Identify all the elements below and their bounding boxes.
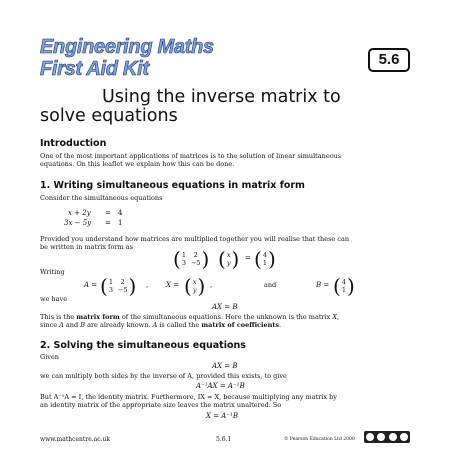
section-2-heading: 2. Solving the simultaneous equations (40, 340, 246, 351)
provided-line-2: be written in matrix form as (40, 243, 133, 251)
matrix-form-term: matrix form (76, 313, 120, 321)
introduction-line-2: equations. On this leaflet we explain how this can be done. (40, 160, 235, 168)
X-label: X = (166, 281, 180, 289)
matrix-B: ( 4 1 ) (333, 274, 355, 298)
rhs-vector: ( 4 1 ) (254, 247, 276, 271)
result-equation: X = A⁻¹B (206, 412, 238, 420)
matrix-equals: = (245, 254, 251, 262)
introduction-heading: Introduction (40, 138, 107, 149)
brand-logo (40, 36, 214, 80)
section-1-heading: 1. Writing simultaneous equations in matrix form (40, 180, 305, 191)
title-line-1: Using the inverse matrix to (102, 87, 341, 107)
we-have-text: we have (40, 295, 68, 303)
separator-comma-2: , (210, 281, 213, 289)
equation-2-lhs: 3x − 5y (64, 219, 92, 227)
section-2-ax-equals-b: AX = B (212, 362, 238, 370)
matrix-form-line-2: since A and B are already known. A is called the matrix of coefficients. (40, 321, 282, 329)
variable-vector: ( x y ) (218, 247, 240, 271)
equation-2-rhs: 1 (118, 219, 123, 227)
equation-1-lhs: x + 2y (68, 209, 91, 217)
equation-1-rhs: 4 (118, 209, 123, 217)
coefficient-matrix: ( 1 2 3 −5 ) (173, 247, 210, 271)
separator-comma-1: , (146, 281, 149, 289)
leaflet-number-badge: 5.6 (368, 48, 410, 72)
equation-1-equals: = (105, 209, 111, 217)
creative-commons-badge-icon (364, 431, 410, 443)
A-label: A = (84, 281, 98, 289)
provided-line-1: Provided you understand how matrices are multiplied together you will realise that these can (40, 235, 350, 243)
footer-page-number: 5.6.1 (216, 436, 232, 443)
footer-website: www.mathcentre.ac.uk (40, 436, 111, 443)
given-text: Given (40, 353, 59, 361)
writing-text: Writing (40, 268, 65, 276)
page-title (40, 88, 420, 126)
consider-text: Consider the simultaneous equations (40, 194, 163, 202)
title-line-2: solve equations (40, 106, 178, 126)
matrix-form-line-1: This is the matrix form of the simultaneous equations. Here the unknown is the matrix X, (40, 313, 340, 321)
brand-line-1: Engineering Maths (40, 36, 214, 58)
matrix-A: ( 1 2 3 −5 ) (100, 274, 137, 298)
footer-copyright: © Pearson Education Ltd 2000 (284, 437, 355, 442)
matrix-X: ( x y ) (184, 274, 206, 298)
ax-equals-b: AX = B (212, 303, 238, 311)
equation-2-equals: = (105, 219, 111, 227)
introduction-line-1: One of the most important applications of matrices is to the solution of linear simultaneous (40, 152, 342, 160)
B-label: B = (316, 281, 330, 289)
multiply-text: we can multiply both sides by the inverse of A, provided this exists, to give (40, 372, 287, 380)
but-line-2: an identity matrix of the appropriate size leaves the matrix unaltered. So (40, 401, 282, 409)
but-line-1: But A⁻¹A = I, the identity matrix. Furthermore, IX = X, because multiplying any matrix by (40, 393, 337, 401)
inverse-equation: A⁻¹AX = A⁻¹B (196, 382, 245, 390)
and-text: and (264, 281, 277, 289)
brand-line-2: First Aid Kit (40, 58, 149, 80)
matrix-of-coefficients-term: matrix of coefficients (201, 321, 279, 329)
